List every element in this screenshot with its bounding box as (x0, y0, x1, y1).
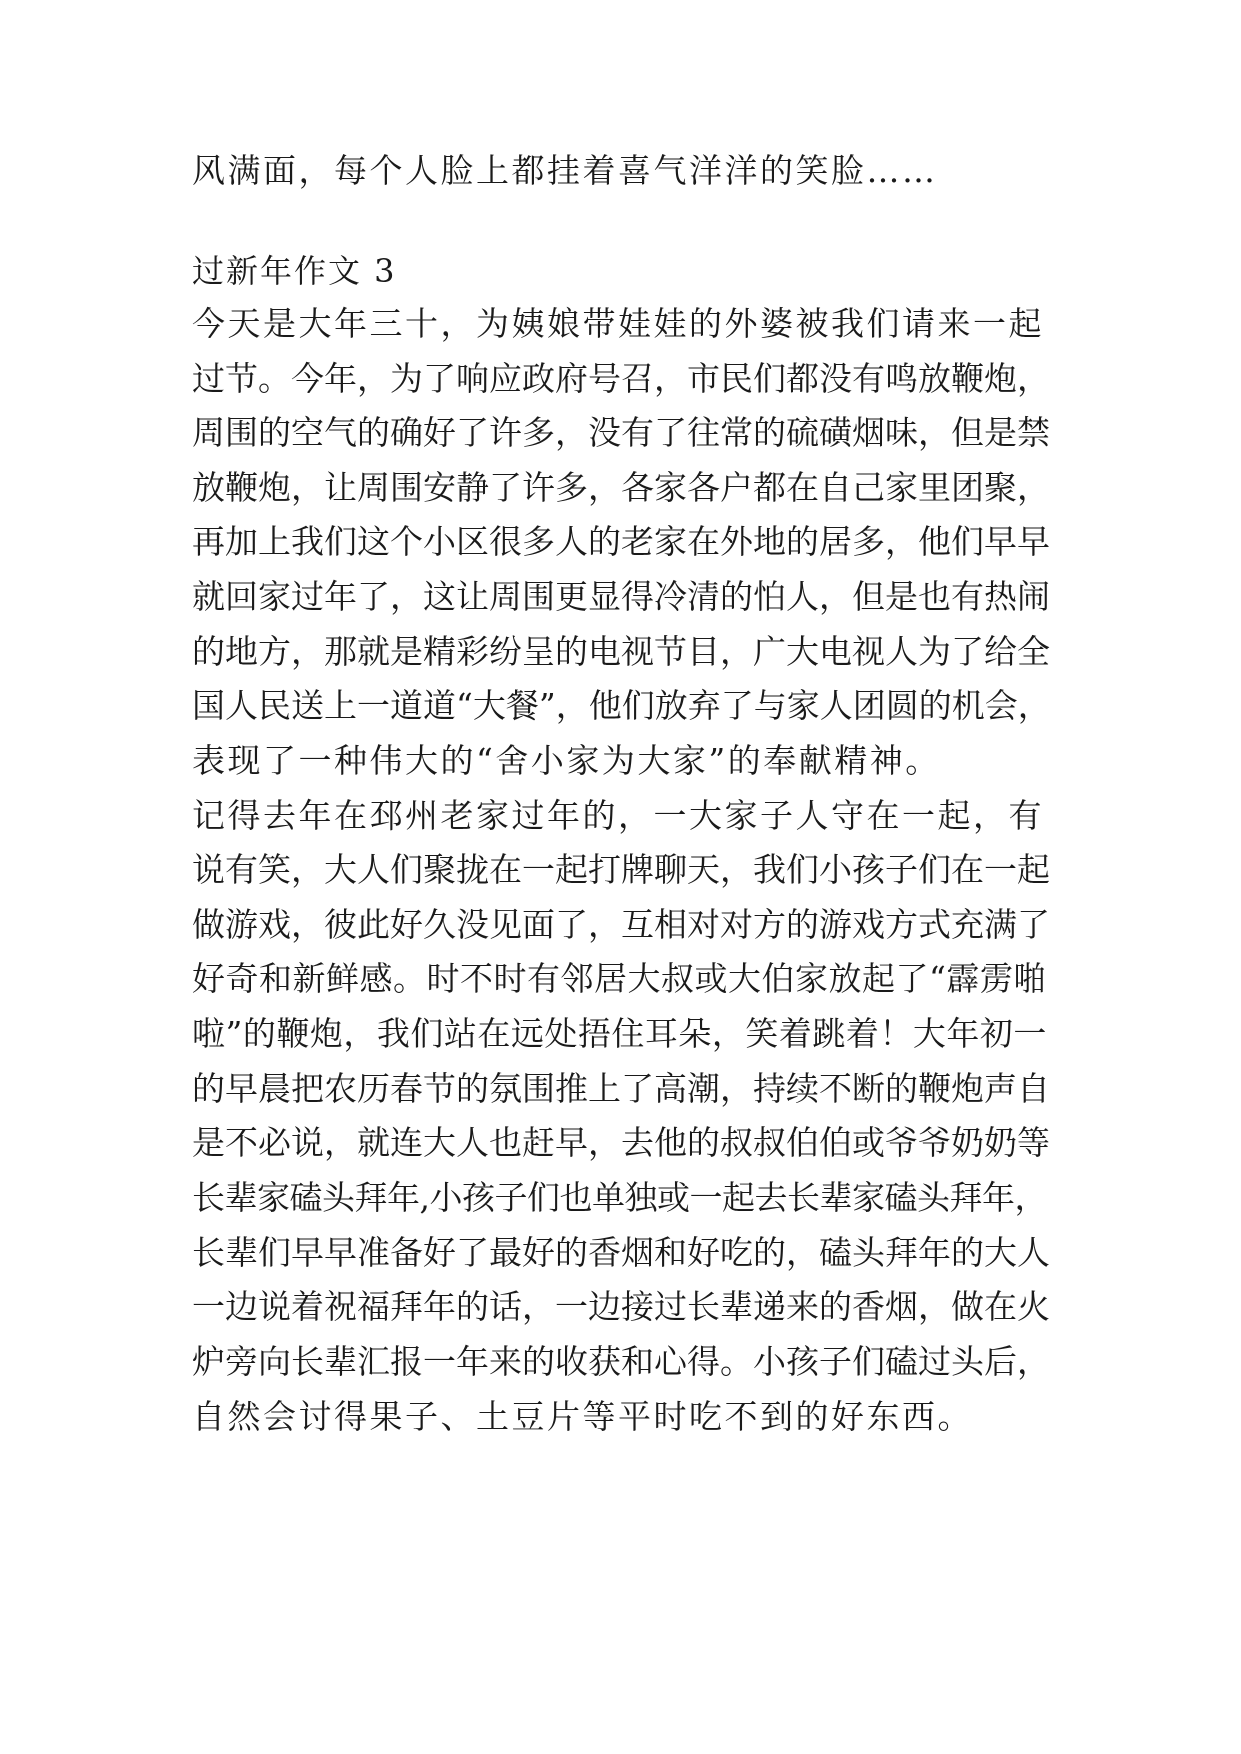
paragraph2-line: 是不必说，就连大人也赶早，去他的叔叔伯伯或爷爷奶奶等 (192, 1123, 1050, 1162)
paragraph2-line: 长辈家磕头拜年,小孩子们也单独或一起去长辈家磕头拜年， (192, 1178, 1047, 1217)
paragraph1-line: 就回家过年了，这让周围更显得冷清的怕人，但是也有热闹 (192, 577, 1050, 616)
paragraph1-line: 今天是大年三十，为姨娘带娃娃的外婆被我们请来一起 (192, 304, 1044, 343)
paragraph2-line: 说有笑，大人们聚拢在一起打牌聊天，我们小孩子们在一起 (192, 850, 1050, 889)
paragraph2-line: 啦”的鞭炮，我们站在远处捂住耳朵，笑着跳着！大年初一 (192, 1014, 1047, 1053)
paragraph2-line: 记得去年在邳州老家过年的，一大家子人守在一起，有 (192, 796, 1044, 835)
paragraph2-line: 长辈们早早准备好了最好的香烟和好吃的，磕头拜年的大人 (192, 1233, 1050, 1272)
paragraph2-line: 炉旁向长辈汇报一年来的收获和心得。小孩子们磕过头后， (192, 1342, 1050, 1381)
paragraph1-line: 表现了一种伟大的“舍小家为大家”的奉献精神。 (192, 741, 941, 780)
paragraph1-line: 国人民送上一道道“大餐”，他们放弃了与家人团圆的机会， (192, 686, 1051, 725)
paragraph2-line: 自然会讨得果子、土豆片等平时吃不到的好东西。 (192, 1397, 973, 1436)
paragraph1-line: 过节。今年，为了响应政府号召，市民们都没有鸣放鞭炮， (192, 359, 1050, 398)
continuation-line: 风满面，每个人脸上都挂着喜气洋洋的笑脸…… (192, 151, 938, 190)
paragraph1-line: 周围的空气的确好了许多，没有了往常的硫磺烟味，但是禁 (192, 413, 1050, 452)
paragraph1-line: 的地方，那就是精彩纷呈的电视节目，广大电视人为了给全 (192, 632, 1050, 671)
section-title: 过新年作文 3 (192, 252, 397, 290)
paragraph1-line: 再加上我们这个小区很多人的老家在外地的居多，他们早早 (192, 522, 1050, 561)
paragraph2-line: 好奇和新鲜感。时不时有邻居大叔或大伯家放起了“霹雳啪 (192, 959, 1047, 998)
paragraph2-line: 做游戏，彼此好久没见面了，互相对对方的游戏方式充满了 (192, 905, 1050, 944)
paragraph1-line: 放鞭炮，让周围安静了许多，各家各户都在自己家里团聚， (192, 468, 1050, 507)
paragraph2-line: 的早晨把农历春节的氛围推上了高潮，持续不断的鞭炮声自 (192, 1069, 1050, 1108)
paragraph2-line: 一边说着祝福拜年的话，一边接过长辈递来的香烟，做在火 (192, 1287, 1050, 1326)
